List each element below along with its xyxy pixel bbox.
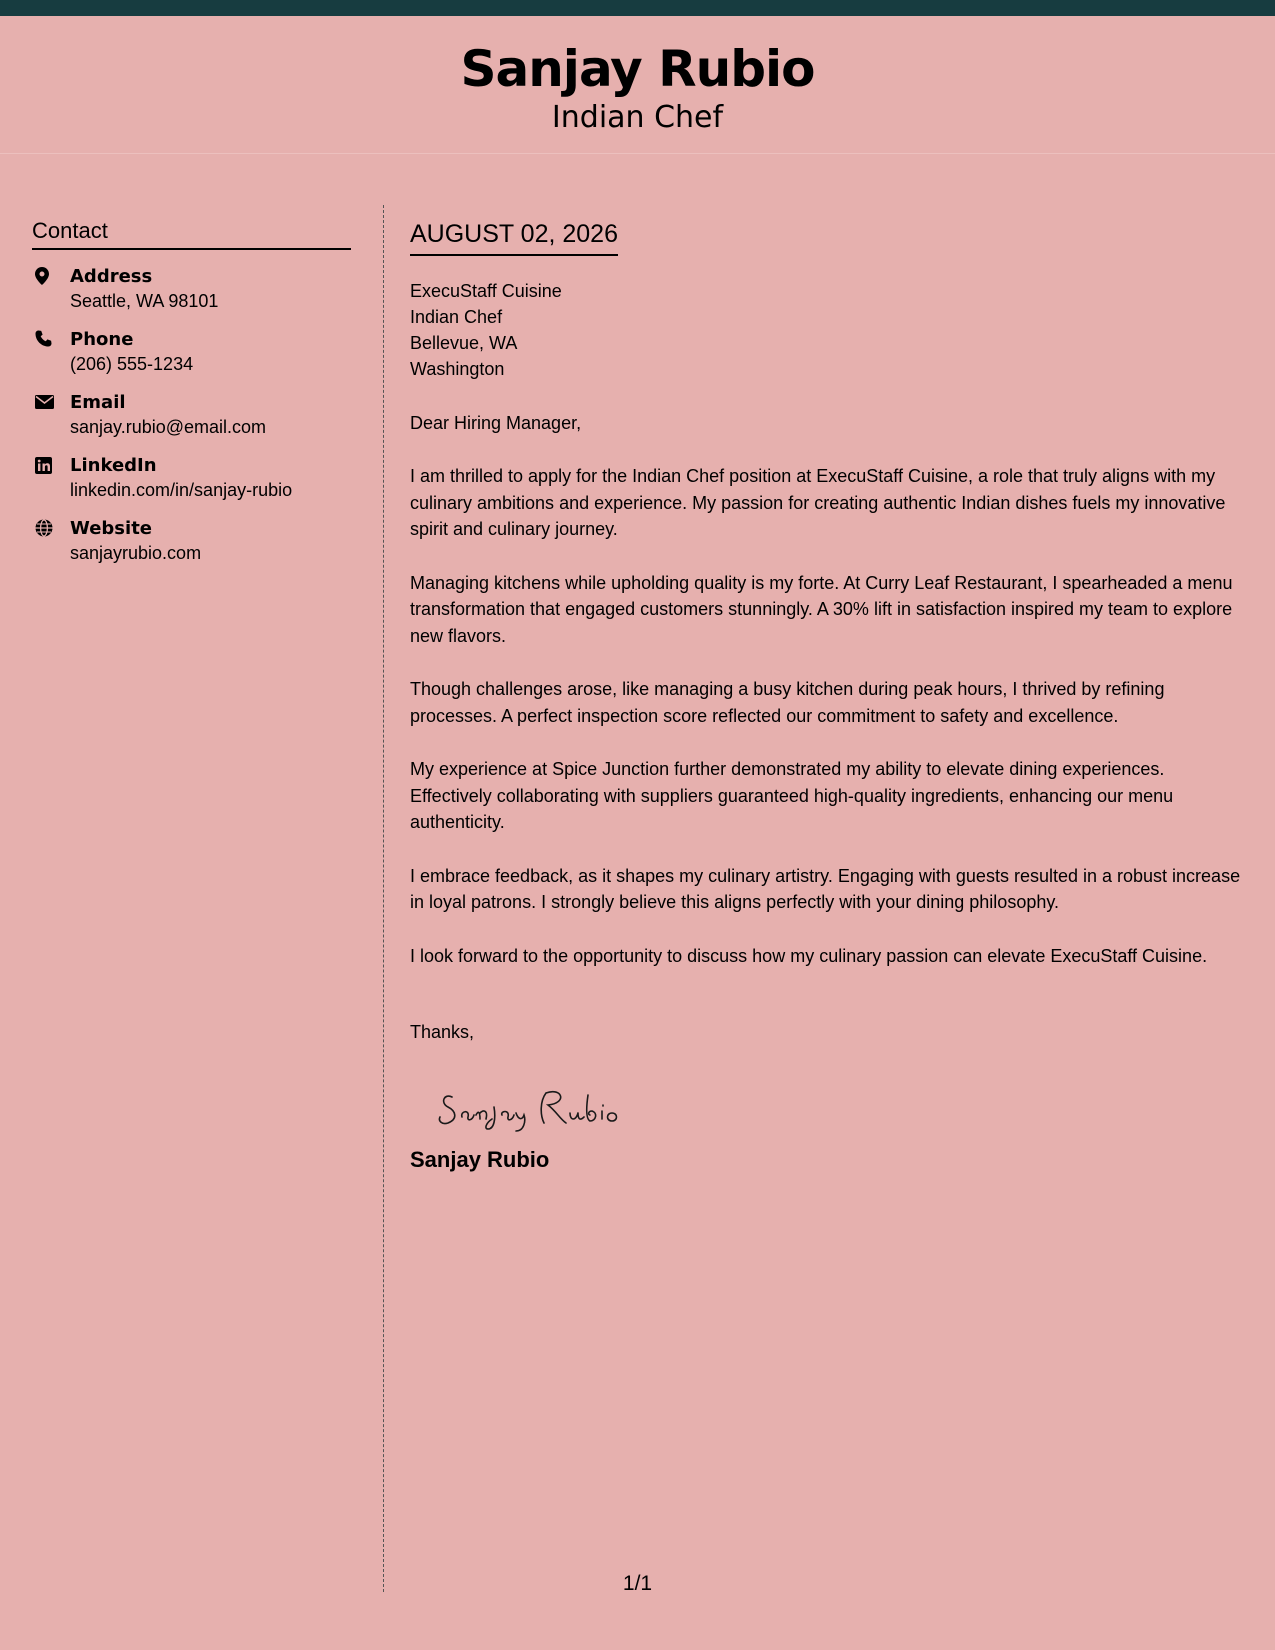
letter-date: AUGUST 02, 2026 <box>410 222 618 256</box>
phone-icon <box>32 329 70 349</box>
contact-item-phone <box>32 329 351 392</box>
letter-paragraph: Though challenges arose, like managing a busy kitchen during peak hours, I thrived by refining processes. A perfect inspection score reflected our commitment to safety and excellence. <box>410 679 1165 726</box>
contact-label: LinkedIn <box>70 455 157 476</box>
contact-item-email <box>32 392 351 455</box>
contact-label: Email <box>70 392 126 413</box>
column-divider <box>383 205 384 1592</box>
address-value: Seattle, WA 98101 <box>70 291 219 311</box>
closing: Thanks, <box>410 1022 475 1042</box>
letter-paragraph: I embrace feedback, as it shapes my culinary artistry. Engaging with guests resulted in a robust increase in loyal patrons. I strongly believe this aligns perfectly with your dining philosophy. <box>410 865 1241 912</box>
linkedin-icon <box>32 455 70 475</box>
contact-label: Address <box>70 266 153 287</box>
recipient-city: Bellevue, WA <box>410 333 518 353</box>
envelope-icon <box>32 392 70 412</box>
salutation: Dear Hiring Manager, <box>410 413 582 433</box>
letter-body <box>410 222 1250 1171</box>
page-number: 1/1 <box>622 1572 653 1595</box>
contact-heading: Contact <box>32 220 351 250</box>
recipient-block <box>410 278 1250 382</box>
contact-item-linkedin <box>32 455 351 518</box>
handwritten-signature <box>436 1079 1250 1135</box>
map-pin-icon <box>32 266 70 286</box>
email-value: sanjay.rubio@email.com <box>70 417 267 437</box>
letter-paragraph: I look forward to the opportunity to discuss how my culinary passion can elevate ExecuStaff Cuisine. <box>410 945 1208 966</box>
letter-paragraph: My experience at Spice Junction further demonstrated my ability to elevate dining experiences. Effectively collaborating with suppliers guaranteed high-quality ingredients, enhancing our menu authenticity. <box>410 759 1174 832</box>
linkedin-value: linkedin.com/in/sanjay-rubio <box>70 480 293 500</box>
top-accent-bar <box>0 0 1275 16</box>
letter-paragraph: I am thrilled to apply for the Indian Chef position at ExecuStaff Cuisine, a role that truly aligns with my culinary ambitions and experience. My passion for creating authentic Indian dishes fuels my innovative spirit and culinary journey. <box>410 466 1226 539</box>
website-value: sanjayrubio.com <box>70 543 202 563</box>
recipient-state: Washington <box>410 359 505 379</box>
header <box>0 16 1275 154</box>
contact-label: Phone <box>70 329 134 350</box>
applicant-name: Sanjay Rubio <box>460 40 815 98</box>
recipient-company: ExecuStaff Cuisine <box>410 281 562 301</box>
letter-paragraphs <box>410 463 1250 969</box>
contact-item-website <box>32 518 351 581</box>
recipient-position: Indian Chef <box>410 307 503 327</box>
letter-paragraph: Managing kitchens while upholding quality is my forte. At Curry Leaf Restaurant, I spearheaded a menu transformation that engaged customers stunningly. A 30% lift in satisfaction inspired my team to explore new flavors. <box>410 572 1233 646</box>
signed-name: Sanjay Rubio <box>410 1147 550 1172</box>
globe-icon <box>32 518 70 538</box>
contact-list <box>32 266 351 581</box>
contact-label: Website <box>70 518 153 539</box>
contact-sidebar <box>32 220 351 581</box>
phone-value: (206) 555-1234 <box>70 354 194 374</box>
contact-item-address <box>32 266 351 329</box>
applicant-title: Indian Chef <box>551 100 724 135</box>
